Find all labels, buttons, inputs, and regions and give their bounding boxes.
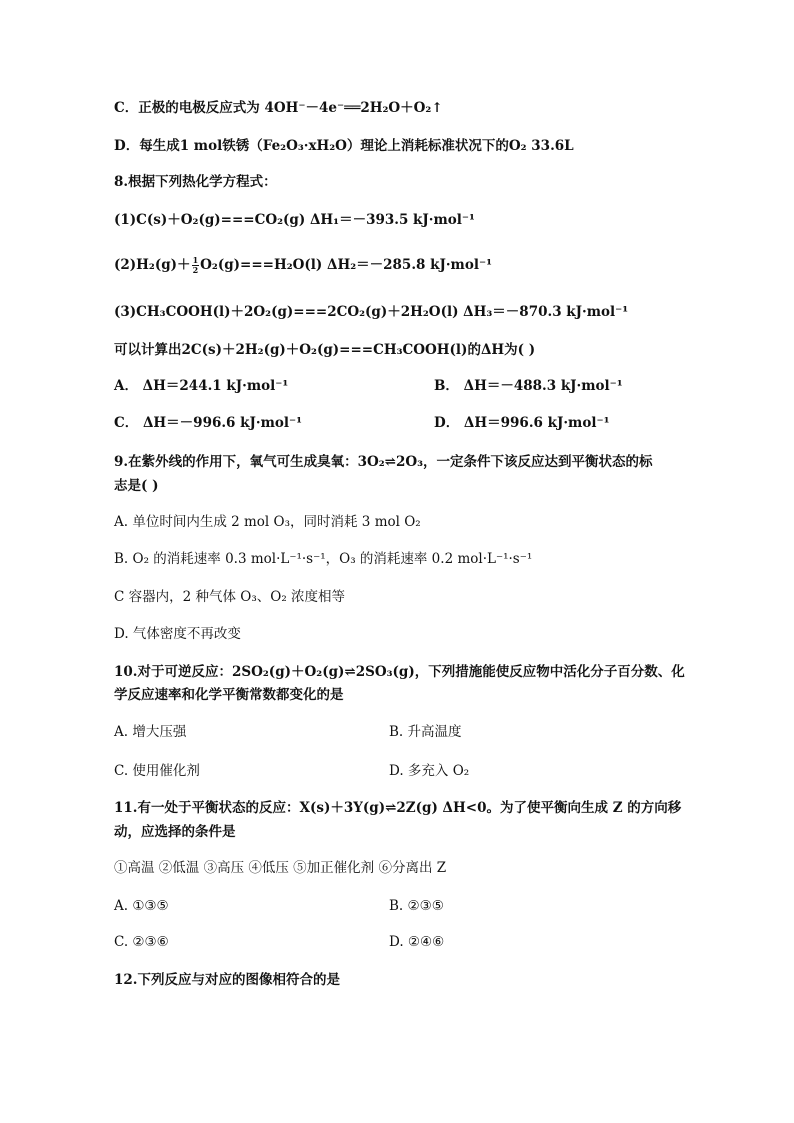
q10-option-a: A. 增大压强 <box>114 724 187 740</box>
q10-stem-line-2: 学反应速率和化学平衡常数都变化的是 <box>114 687 344 703</box>
q11-option-c: C. ②③⑥ <box>114 934 169 950</box>
q8-options-row-1 <box>114 376 754 396</box>
q9-option-a: A. 单位时间内生成 2 mol O₃，同时消耗 3 mol O₂ <box>114 514 421 530</box>
q11-option-b: B. ②③⑤ <box>389 898 444 914</box>
fraction-denominator: 2 <box>192 265 199 275</box>
q11-option-a: A. ①③⑤ <box>114 898 169 914</box>
q8-options-row-2 <box>114 413 754 433</box>
fraction-numerator: 1 <box>192 255 199 265</box>
q10-option-d: D. 多充入 O₂ <box>389 763 470 779</box>
q8-equation-3: (3)CH₃COOH(l)＋2O₂(g)===2CO₂(g)＋2H₂O(l) ΔH₃＝－870.3 kJ·mol⁻¹ <box>114 304 629 320</box>
q8-equation-1: (1)C(s)＋O₂(g)===CO₂(g) ΔH₁＝－393.5 kJ·mol⁻¹ <box>114 212 475 228</box>
q11-options-row-1 <box>114 896 754 916</box>
q9-option-b: B. O₂ 的消耗速率 0.3 mol·L⁻¹·s⁻¹，O₃ 的消耗速率 0.2 mol·L⁻¹·s⁻¹ <box>114 551 533 567</box>
q11-options-row-2 <box>114 932 754 952</box>
q9-stem-line-2: 志是( ) <box>114 478 159 494</box>
q7-option-d: D．每生成1 mol铁锈（Fe₂O₃·xH₂O）理论上消耗标准状况下的O₂ 33.6L <box>114 138 574 154</box>
q10-option-b: B. 升高温度 <box>389 724 462 740</box>
q10-stem-line-1: 10.对于可逆反应：2SO₂(g)＋O₂(g)⇌2SO₃(g)，下列措施能使反应物中活化分子百分数、化 <box>114 664 685 680</box>
q7-option-c: C．正极的电极反应式为 4OH⁻－4e⁻══2H₂O＋O₂↑ <box>114 100 443 116</box>
q9-stem-line-1: 9.在紫外线的作用下，氧气可生成臭氧：3O₂⇌2O₃，一定条件下该反应达到平衡状态的标 <box>114 454 653 470</box>
q8-option-d: D． ΔH＝996.6 kJ·mol⁻¹ <box>434 415 610 431</box>
q11-conditions: ①高温 ②低温 ③高压 ④低压 ⑤加正催化剂 ⑥分离出 Z <box>114 860 447 876</box>
q8-option-a: A． ΔH＝244.1 kJ·mol⁻¹ <box>114 378 289 394</box>
half-fraction <box>192 256 200 275</box>
q8-option-c: C． ΔH＝－996.6 kJ·mol⁻¹ <box>114 415 303 431</box>
q8-equation-2-suffix: O₂(g)===H₂O(l) ΔH₂＝－285.8 kJ·mol⁻¹ <box>200 257 493 273</box>
q10-options-row-1 <box>114 722 754 742</box>
q10-options-row-2 <box>114 761 754 781</box>
q8-equation-2-prefix: (2)H₂(g)＋ <box>114 257 191 273</box>
q11-stem-line-2: 动，应选择的条件是 <box>114 824 236 840</box>
q9-option-d: D. 气体密度不再改变 <box>114 626 241 642</box>
q11-stem-line-1: 11.有一处于平衡状态的反应：X(s)＋3Y(g)⇌2Z(g) ΔH<0。为了使平衡向生成 Z 的方向移 <box>114 800 682 816</box>
q10-option-c: C. 使用催化剂 <box>114 763 200 779</box>
q11-option-d: D. ②④⑥ <box>389 934 445 950</box>
q8-equation-2 <box>114 255 754 275</box>
q8-option-b: B． ΔH＝－488.3 kJ·mol⁻¹ <box>434 378 623 394</box>
q8-question: 可以计算出2C(s)＋2H₂(g)＋O₂(g)===CH₃COOH(l)的ΔH为( ) <box>114 342 536 358</box>
q9-option-c: C 容器内，2 种气体 O₃、O₂ 浓度相等 <box>114 589 346 605</box>
q8-stem: 8.根据下列热化学方程式： <box>114 174 277 190</box>
q12-stem: 12.下列反应与对应的图像相符合的是 <box>114 972 340 988</box>
